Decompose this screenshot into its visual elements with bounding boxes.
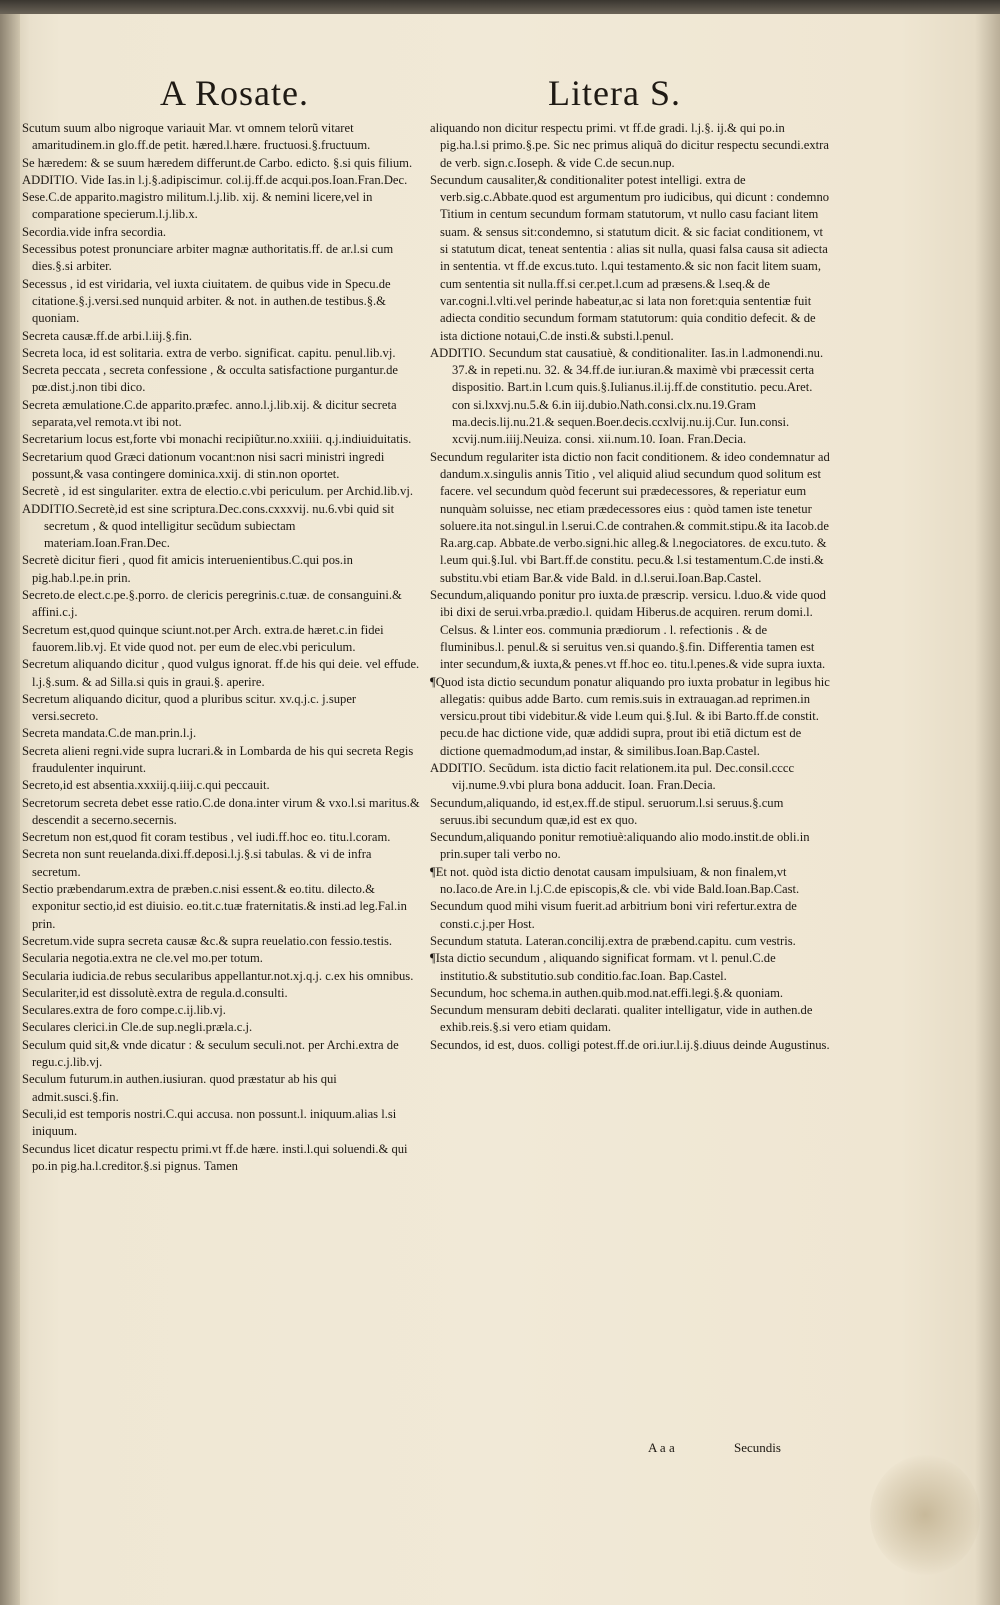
entry-paragraph: ¶Et not. quòd ista dictio denotat causam impulsiuam, & non finalem,vt no.Iaco.de Are.in l.j.C.de episcopis,& cle. vbi vide Bald.Ioan.Bap.Cast. — [430, 864, 800, 897]
entry-paragraph: Seculum futurum.in authen.iusiuran. quod præstatur ab his qui admit.susci.§.fin. — [22, 1072, 337, 1104]
entry-paragraph: Secretum non est,quod fit coram testibus , vel iudi.ff.hoc eo. titu.l.coram. — [22, 830, 391, 845]
catchword: Secundis — [734, 1440, 781, 1455]
entry-paragraph: Secreto,id est absentia.xxxiij.q.iiij.c.qui peccauit. — [22, 778, 270, 793]
entry-paragraph: Secretè dicitur fieri , quod fit amicis interuenientibus.C.qui pos.in pig.hab.l.pe.in prin. — [22, 553, 353, 585]
entry-paragraph: Sese.C.de apparito.magistro militum.l.j.lib. xij. & nemini licere,vel in comparatione specierum.l.j.lib.x. — [22, 190, 373, 222]
entry-paragraph: Se hæredem: & se suum hæredem differunt.de Carbo. edicto. §.si quis filium. — [22, 155, 413, 170]
entry-paragraph: Secordia.vide infra secordia. — [22, 224, 167, 239]
entry-paragraph: Secretarium quod Græci dationum vocant:non nisi sacri ministri ingredi possunt,& vasa contingere dominica.xxij. di stin.non oportet. — [22, 449, 385, 481]
entry-paragraph: Secreta æmulatione.C.de apparito.præfec. anno.l.j.lib.xij. & dicitur secreta separata,vel remota.vt ibi not. — [22, 397, 397, 430]
entry-paragraph: Seculares clerici.in Cle.de sup.negli.præla.c.j. — [22, 1020, 253, 1035]
entry-paragraph: Secreta non sunt reuelanda.dixi.ff.deposi.l.j.§.si tabulas. & vi de infra secretum. — [22, 847, 372, 879]
entry-paragraph: Secretum est,quod quinque sciunt.not.per Arch. extra.de hæret.c.in fidei fauorem.lib.vj. Et vide quod not. per eum de elec.vbi periculum. — [22, 622, 384, 654]
entry-paragraph: Secundum, hoc schema.in authen.quib.mod.nat.effi.legi.§.& quoniam. — [430, 985, 784, 1000]
entry-paragraph: Secundos, id est, duos. colligi potest.ff.de ori.iur.l.ij.§.diuus deinde Augustinus. — [430, 1037, 830, 1052]
entry-paragraph: Seculares.extra de foro compe.c.ij.lib.vj. — [22, 1003, 226, 1018]
entry-paragraph: Secessus , id est viridaria, vel iuxta ciuitatem. de quibus vide in Specu.de citatione.§.j.versi.sed nunquid arbiter. & not. in authen.de testibus.§.& quoniam. — [22, 276, 391, 326]
entry-paragraph: Secretè , id est singulariter. extra de electio.c.vbi periculum. per Archid.lib.vj. — [22, 484, 413, 499]
entry-paragraph: Secundum,aliquando ponitur pro iuxta.de præscrip. versicu. l.duo.& vide quod ibi dixi de serui.vrba.prædio.l. quidam Hiberus.de acquiren. rerum domi.l. Celsus. & l.inter eos. communia prædiorum . l. refectionis . & de fluminibus.l. penul.& si seruitus ven.si quando.§.fin. Differentia tamen est inter secundum,& iuxta,& penes.vt ff.hoc eo. titu.l.penes.& vide supra iuxta. — [430, 588, 826, 672]
entry-paragraph: Secularia negotia.extra ne cle.vel mo.per totum. — [22, 951, 263, 966]
entry-paragraph: Secundum quod mihi visum fuerit.ad arbitrium boni viri refertur.extra de consti.c.j.per Host. — [430, 899, 797, 931]
entry-paragraph: Seculariter,id est dissolutè.extra de regula.d.consulti. — [22, 985, 288, 1000]
entry-paragraph: aliquando non dicitur respectu primi. vt ff.de gradi. l.j.§. ij.& qui po.in pig.ha.l.si primo.§.pe. Sic nec primus aliquã do dicitur respectu secundi.extra de verb. sign.c.Ioseph. & vide C.de secun.nup. — [430, 121, 829, 170]
entry-paragraph: Secreta peccata , secreta confessione , & occulta satisfactione purgantur.de pœ.dist.j.non tibi dico. — [22, 363, 399, 395]
entry-paragraph: Secretum aliquando dicitur, quod a pluribus scitur. xv.q.j.c. j.super versi.secreto. — [22, 691, 357, 724]
entry-paragraph: Secreto.de elect.c.pe.§.porro. de clericis peregrinis.c.tuæ. de consanguini.& affini.c.j. — [22, 588, 402, 620]
entry-paragraph: Secundum,aliquando ponitur remotiuè:aliquando alio modo.instit.de obli.in prin.super tali verbo no. — [430, 830, 810, 862]
entry-paragraph: Secundum regulariter ista dictio non facit conditionem. & ideo condemnatur ad dandum.x.singulis annis Titio , vel aliquid aliud secundum quod solitum est facere. vel secundum quòd fecerunt sui prædecessores, & reperiatur eum nunquàm soluisse, nec etiam prædecessores eius : quòd tamen iste tenetur soluere.ita not.singul.in l.serui.C.de contrahen.& commit.stipu.& ita Iacob.de Ra.arg.cap. Abbate.de verbo.signi.hic alleg.& l.negociatores. de excu.tuto. & l.eum qui.§.Iul. vbi Bart.ff.de constitu. pecu.& l.si testamentum.C.de insti.& substitu.vbi etiam Bar.& vide Bald. in d.l.serui.Ioan.Bap.Castel. — [430, 449, 830, 585]
entry-paragraph: Secretarium locus est,forte vbi monachi recipiũtur.no.xxiiii. q.j.indiuiduitatis. — [22, 432, 412, 447]
entry-paragraph: Secretum aliquando dicitur , quod vulgus ignorat. ff.de his qui deie. vel effude. l.j.§.sum. & ad Silla.si quis in graui.§. aperire. — [22, 657, 420, 689]
entry-paragraph: Secundum causaliter,& conditionaliter potest intelligi. extra de verb.sig.c.Abbate.quod est argumentum pro iudicibus, qui dicunt : condemno Titium in centum secundum formam statutorum, vt nullo casu faciant litem suam. & sensus sit:condemno, si statutum dicit. & sic faciat conditionem, vt si statutum dicat, teneat sententia : alias sit nulla, quasi falsa causa sit adiecta in sententia. vt ff.de excus.tuto. l.qui testamento.& sic non facit litem suam, cum sententia sit nulla.ff.si cer.pet.l.cum ad præsens.& l.seq.& de var.cogni.l.vlti.vel perinde habeatur,ac si lata non foret:quia sententiæ fuit adiecta conditio secundum formam statutorum: quia conditio defecit. & de ista dictione notaui,C.de insti.& substi.l.penul. — [430, 172, 830, 343]
page-top-edge — [0, 0, 1000, 14]
entry-paragraph: Secundus licet dicatur respectu primi.vt ff.de hære. insti.l.qui soluendi.& qui po.in pig.ha.l.creditor.§.si pignus. Tamen — [22, 1141, 408, 1173]
paper-stain — [870, 1455, 980, 1575]
binding-gutter — [0, 14, 20, 1605]
running-head-left: A Rosate. — [160, 73, 309, 113]
entry-paragraph: ADDITIO. Secundum stat causatiuè, & conditionaliter. Ias.in l.admonendi.nu. 37.& in repeti.nu. 32. & 34.ff.de iur.iuran.& maximè vbi præcessit certa dispositio. Bart.in l.cum quis.§.Iulianus.il.ij.ff.de constitutio. pecu.Aret. con si.lxxvj.nu.5.& 6.in iij.dubio.Nath.consi.clx.nu.19.Gram ma.decis.lij.nu.21.& sequen.Boer.decis.ccxlvij.nu.ij.Cur. Iun.consi. xcvij.num.iiij.Neuiza. consi. xii.num.10. Ioan. Fran.Decia. — [430, 345, 824, 447]
right-column — [430, 120, 832, 1054]
entry-paragraph: ADDITIO.Secretè,id est sine scriptura.Dec.cons.cxxxvij. nu.6.vbi quid sit secretum , & quod intelligitur secũdum subiectam materiam.Ioan.Fran.Dec. — [22, 501, 395, 551]
left-column — [22, 120, 422, 1175]
entry-paragraph: Secretum.vide supra secreta causæ &c.& supra reuelatio.con fessio.testis. — [22, 933, 392, 948]
entry-paragraph: Secularia iudicia.de rebus secularibus appellantur.not.xj.q.j. c.ex his omnibus. — [22, 968, 414, 983]
entry-paragraph: Sectio præbendarum.extra de præben.c.nisi essent.& eo.titu. dilecto.& exponitur sectio,id est diuisio. eo.tit.c.tuæ fraternitatis.& insti.ad leg.Fal.in prin. — [22, 882, 407, 931]
running-head-right: Litera S. — [548, 73, 681, 113]
entry-paragraph: Secessibus potest pronunciare arbiter magnæ authoritatis.ff. de ar.l.si cum dies.§.si arbiter. — [22, 242, 394, 274]
entry-paragraph: Seculum quid sit,& vnde dicatur : & seculum seculi.not. per Archi.extra de regu.c.j.lib.vj. — [22, 1037, 399, 1070]
entry-paragraph: Scutum suum albo nigroque variauit Mar. vt omnem telorũ vitaret amaritudinem.in glo.ff.de petit. hæred.l.hære. fructuosi.§.fructuum. — [22, 121, 371, 153]
entry-paragraph: Secretorum secreta debet esse ratio.C.de dona.inter virum & vxo.l.si maritus.& descendit a secerno.secernis. — [22, 795, 420, 827]
entry-paragraph: Secreta alieni regni.vide supra lucrari.& in Lombarda de his qui secreta Regis fraudulenter inquirunt. — [22, 743, 414, 775]
entry-paragraph: Secreta causæ.ff.de arbi.l.iij.§.fin. — [22, 328, 193, 343]
entry-paragraph: ¶Quod ista dictio secundum ponatur aliquando pro iuxta probatur in legibus hic allegatis: quibus adde Barto. cum remis.suis in extrauagan.ad reprimen.in versicu.prout tibi videbitur.& vide l.eum qui.§.Iul. & ibi Barto.ff.de constit. pecu.de hac dictione vide, quæ addidi supra, prout ibi etiã dictum est de dictione quemadmodum,ad instar, & similibus.Ioan.Bap.Castel. — [430, 674, 830, 758]
signature-mark: A a a — [648, 1440, 675, 1455]
entry-paragraph: Secundum statuta. Lateran.concilij.extra de præbend.capitu. cum vestris. — [430, 933, 796, 948]
entry-paragraph: Secundum mensuram debiti declarati. qualiter intelligatur, vide in authen.de exhib.reis.§.si vero etiam quidam. — [430, 1003, 813, 1035]
entry-paragraph: ADDITIO. Secũdum. ista dictio facit relationem.ita pul. Dec.consil.cccc vij.nume.9.vbi plura bona adducit. Ioan. Fran.Decia. — [430, 760, 795, 793]
entry-paragraph: ADDITIO. Vide Ias.in l.j.§.adipiscimur. col.ij.ff.de acqui.pos.Ioan.Fran.Dec. — [22, 172, 408, 187]
entry-paragraph: Secreta mandata.C.de man.prin.l.j. — [22, 726, 197, 741]
entry-paragraph: ¶Ista dictio secundum , aliquando significat formam. vt l. penul.C.de institutio.& substitutio.sub conditio.fac.Ioan. Bap.Castel. — [430, 951, 776, 983]
entry-paragraph: Secreta loca, id est solitaria. extra de verbo. significat. capitu. penul.lib.vj. — [22, 345, 396, 360]
entry-paragraph: Secundum,aliquando, id est,ex.ff.de stipul. seruorum.l.si seruus.§.cum seruus.ibi secundum quæ,id est ex quo. — [430, 795, 784, 827]
entry-paragraph: Seculi,id est temporis nostri.C.qui accusa. non possunt.l. iniquum.alias l.si iniquum. — [22, 1106, 397, 1139]
